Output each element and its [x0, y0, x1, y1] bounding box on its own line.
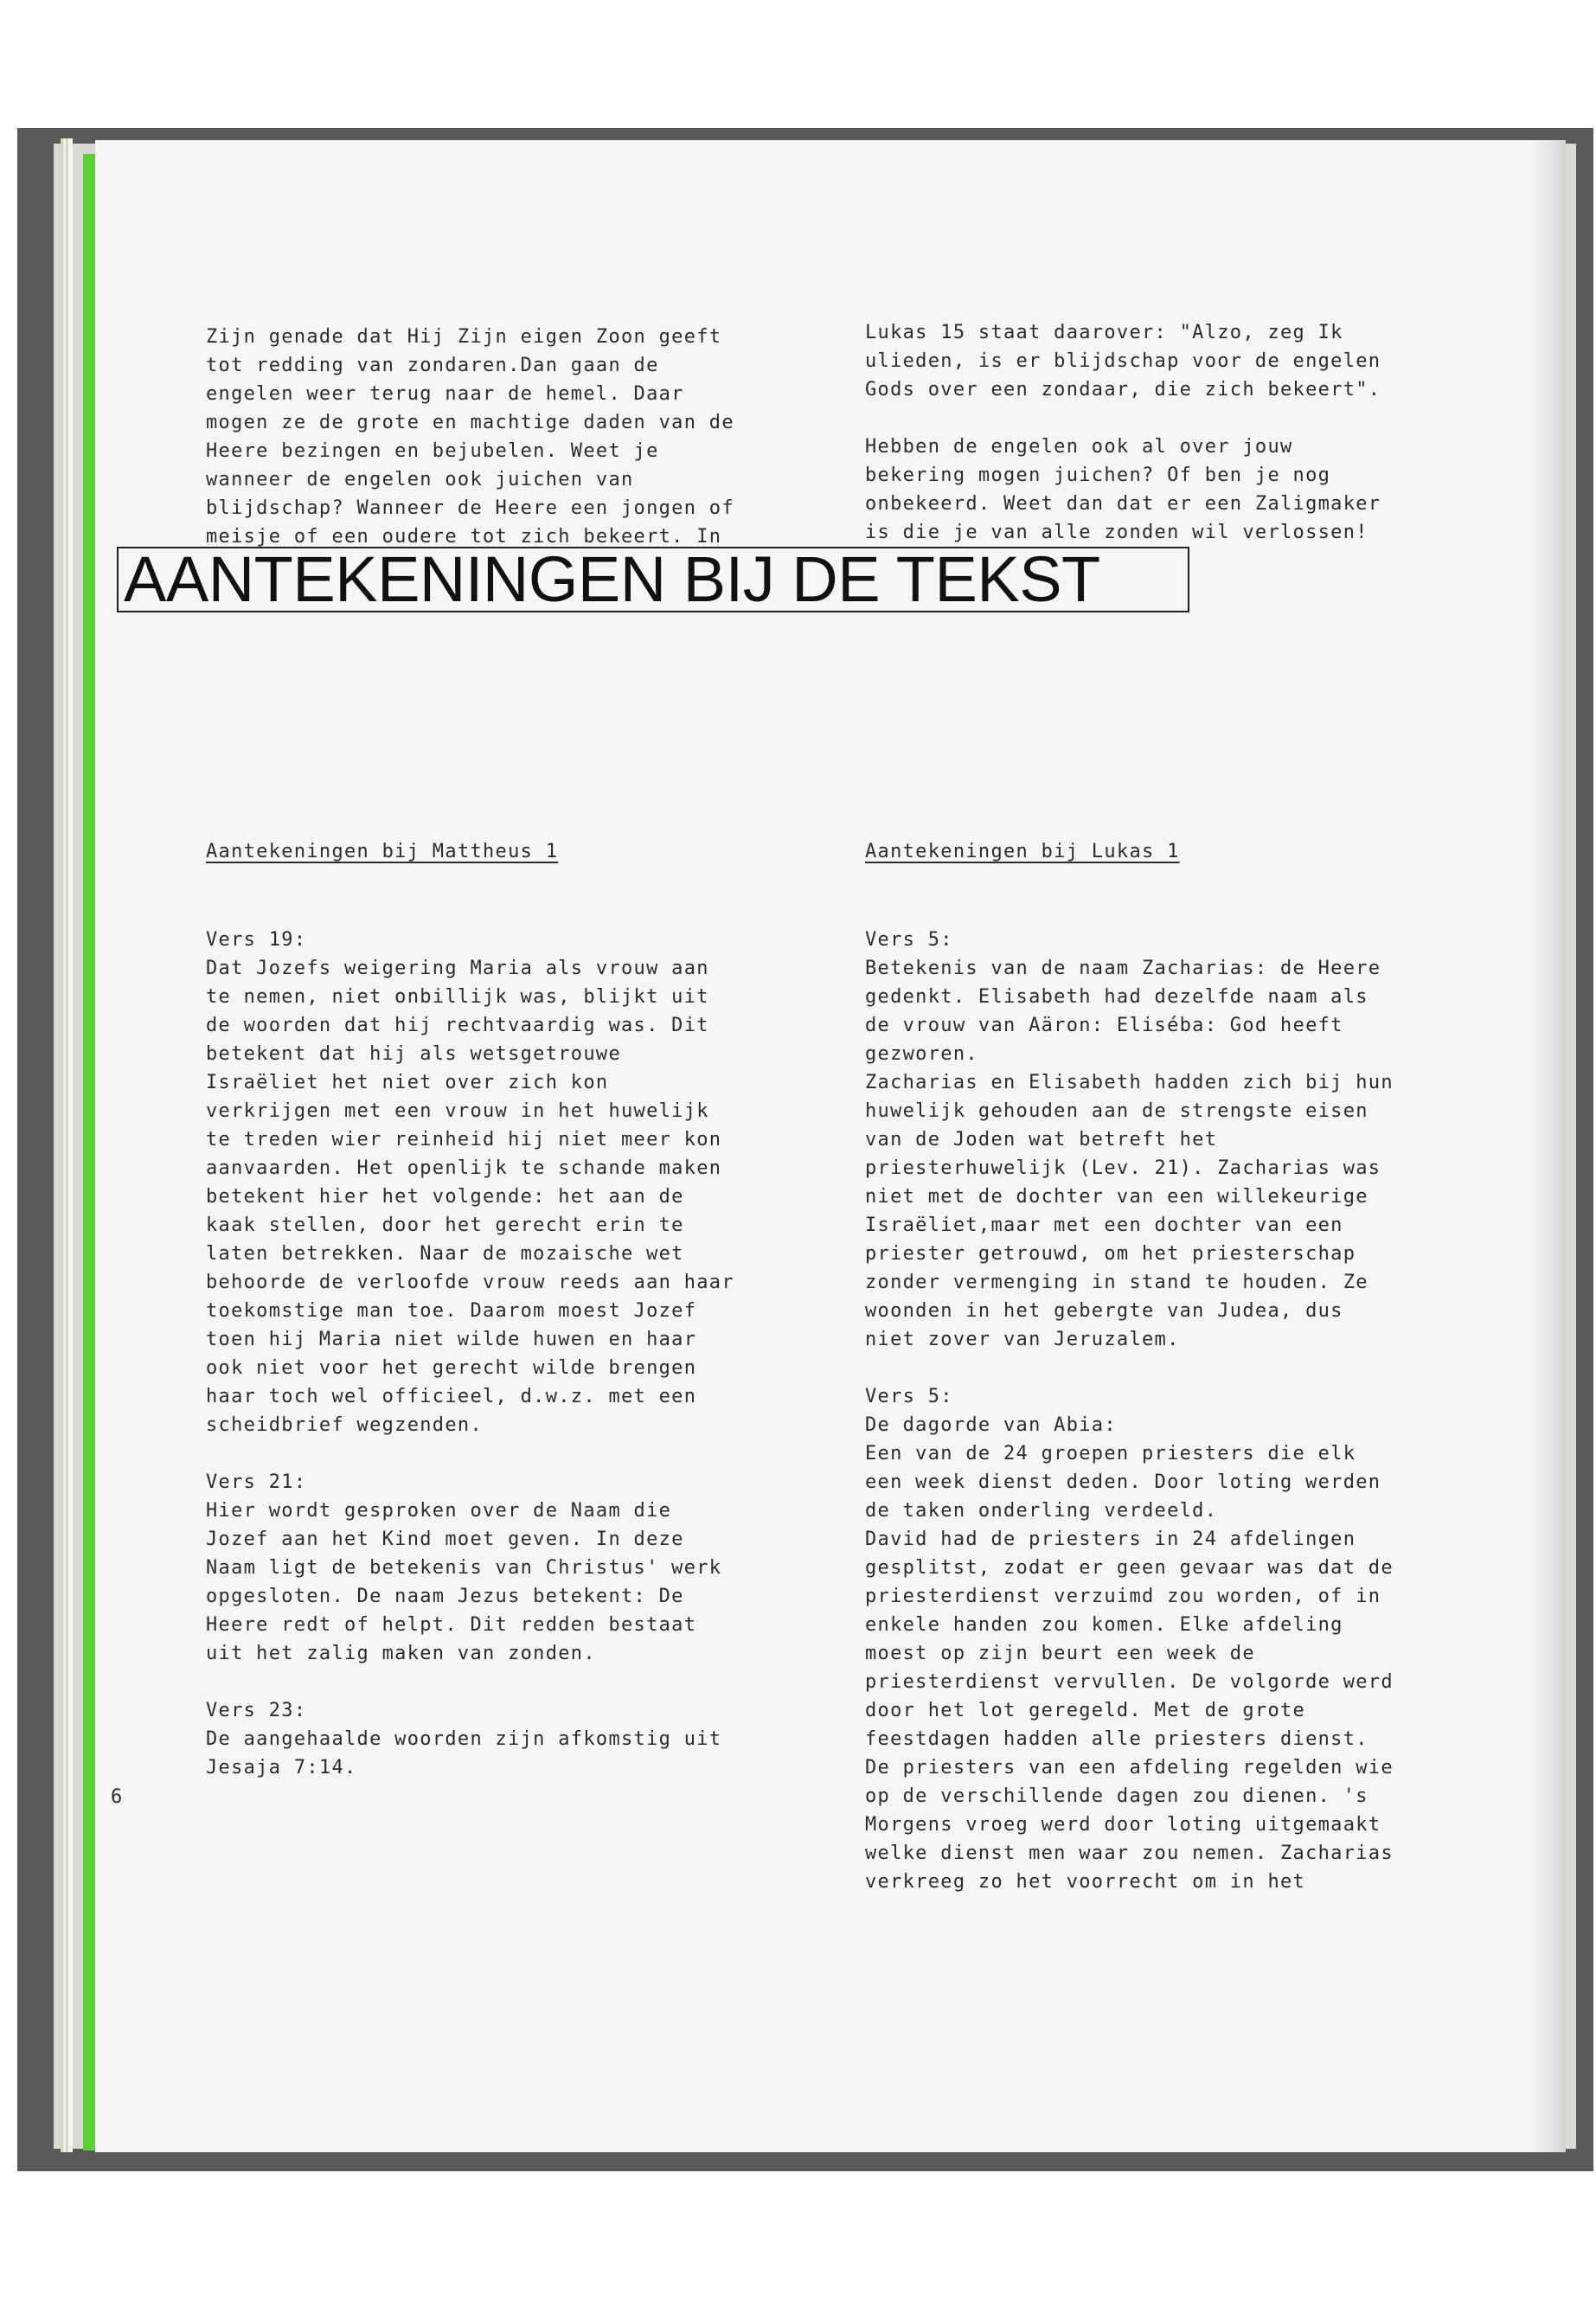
text-line: zonder vermenging in stand te houden. Ze — [865, 1272, 1368, 1293]
text-line: verkrijgen met een vrouw in het huwelijk — [206, 1100, 709, 1122]
section-heading: AANTEKENINGEN BIJ DE TEKST — [117, 547, 1189, 612]
text-line: Een van de 24 groepen priesters die elk — [865, 1443, 1356, 1465]
text-line: Betekenis van de naam Zacharias: de Heere — [865, 958, 1381, 979]
text-line: priesterdienst vervullen. De volgorde werd — [865, 1671, 1394, 1693]
text-line: Lukas 15 staat daarover: "Alzo, zeg Ik — [865, 322, 1343, 343]
text-line: De priesters van een afdeling regelden wie — [865, 1757, 1394, 1779]
text-line: Heere redt of helpt. Dit redden bestaat — [206, 1614, 697, 1636]
text-line: gesplitst, zodat er geen gevaar was dat de — [865, 1557, 1394, 1579]
text-line: Vers 19: — [206, 929, 307, 951]
text-line: de taken onderling verdeeld. — [865, 1500, 1218, 1522]
text-line: niet met de dochter van een willekeurige — [865, 1186, 1368, 1208]
text-line: verkreeg zo het voorrecht om in het — [865, 1871, 1306, 1893]
text-line: de woorden dat hij rechtvaardig was. Dit — [206, 1015, 709, 1036]
text-line: enkele handen zou komen. Elke afdeling — [865, 1614, 1343, 1636]
text-line: scheidbrief wegzenden. — [206, 1414, 483, 1436]
text-line: Israëliet het niet over zich kon — [206, 1072, 609, 1093]
text-line: welke dienst men waar zou nemen. Zacharias — [865, 1843, 1394, 1864]
text-line: toekomstige man toe. Daarom moest Jozef — [206, 1300, 697, 1322]
text-line: priesterhuwelijk (Lev. 21). Zacharias was — [865, 1157, 1381, 1179]
text-line: De dagorde van Abia: — [865, 1414, 1117, 1436]
text-line: op de verschillende dagen zou dienen. 's — [865, 1785, 1368, 1807]
page-number: 6 — [111, 1786, 123, 1808]
text-line: Vers 21: — [206, 1471, 307, 1493]
text-line: Vers 5: — [865, 929, 953, 951]
right-column-title: Aantekeningen bij Lukas 1 — [865, 841, 1180, 862]
text-line: Jesaja 7:14. — [206, 1757, 357, 1779]
text-line: mogen ze de grote en machtige daden van de — [206, 412, 734, 433]
text-line: meisje of een oudere tot zich bekeert. In — [206, 526, 722, 548]
left-column-title: Aantekeningen bij Mattheus 1 — [206, 841, 559, 862]
text-line: aanvaarden. Het openlijk te schande maken — [206, 1157, 722, 1179]
text-line: gezworen. — [865, 1043, 978, 1065]
text-line: Naam ligt de betekenis van Christus' werk — [206, 1557, 722, 1579]
text-line: woonden in het gebergte van Judea, dus — [865, 1300, 1343, 1322]
text-line: huwelijk gehouden aan de strengste eisen — [865, 1100, 1368, 1122]
text-line: is die je van alle zonden wil verlossen! — [865, 522, 1368, 543]
text-line: Dat Jozefs weigering Maria als vrouw aan — [206, 958, 709, 979]
text-line: ulieden, is er blijdschap voor de engelen — [865, 350, 1381, 372]
text-line: te treden wier reinheid hij niet meer kon — [206, 1129, 722, 1150]
page-stack-edge — [61, 138, 73, 2152]
text-line: een week dienst deden. Door loting werden — [865, 1471, 1381, 1493]
text-line: Jozef aan het Kind moet geven. In deze — [206, 1529, 684, 1550]
text-line: tot redding van zondaren.Dan gaan de — [206, 355, 659, 376]
text-line: wanneer de engelen ook juichen van — [206, 469, 634, 490]
text-line: blijdschap? Wanneer de Heere een jongen of — [206, 497, 734, 519]
text-line: onbekeerd. Weet dan dat er een Zaligmaker — [865, 493, 1381, 515]
text-line: Gods over een zondaar, die zich bekeert". — [865, 379, 1381, 401]
text-line: Zacharias en Elisabeth hadden zich bij hun — [865, 1072, 1394, 1093]
text-line: haar toch wel officieel, d.w.z. met een — [206, 1386, 697, 1407]
left-column-text — [206, 926, 734, 1782]
text-line: toen hij Maria niet wilde huwen en haar — [206, 1329, 697, 1350]
page-fold-shadow — [1528, 140, 1566, 2152]
text-line: David had de priesters in 24 afdelingen — [865, 1529, 1356, 1550]
text-line: ook niet voor het gerecht wilde brengen — [206, 1357, 697, 1379]
text-line: laten betrekken. Naar de mozaische wet — [206, 1243, 684, 1265]
text-line: door het lot geregeld. Met de grote — [865, 1700, 1306, 1721]
right-column-text — [865, 926, 1394, 1896]
text-line: betekent hier het volgende: het aan de — [206, 1186, 684, 1208]
text-line: niet zover van Jeruzalem. — [865, 1329, 1180, 1350]
text-line: betekent dat hij als wetsgetrouwe — [206, 1043, 621, 1065]
text-line: kaak stellen, door het gerecht erin te — [206, 1215, 684, 1236]
text-line — [206, 1668, 734, 1696]
text-line: engelen weer terug naar de hemel. Daar — [206, 383, 684, 405]
text-line: Morgens vroeg werd door loting uitgemaakt — [865, 1814, 1381, 1836]
text-line: Vers 5: — [865, 1386, 953, 1407]
text-line: Hebben de engelen ook al over jouw — [865, 436, 1293, 458]
text-line: opgesloten. De naam Jezus betekent: De — [206, 1586, 684, 1607]
text-line: te nemen, niet onbillijk was, blijkt uit — [206, 986, 709, 1008]
text-line: Vers 23: — [206, 1700, 307, 1721]
text-line: priester getrouwd, om het priesterschap — [865, 1243, 1356, 1265]
text-line: Heere bezingen en bejubelen. Weet je — [206, 440, 659, 462]
intro-text-left — [206, 323, 734, 551]
text-line: moest op zijn beurt een week de — [865, 1643, 1255, 1664]
text-line — [865, 1354, 1394, 1382]
text-line: behoorde de verloofde vrouw reeds aan haar — [206, 1272, 734, 1293]
text-line: Israëliet,maar met een dochter van een — [865, 1215, 1343, 1236]
text-line: gedenkt. Elisabeth had dezelfde naam als — [865, 986, 1368, 1008]
text-line: de vrouw van Aäron: Eliséba: God heeft — [865, 1015, 1343, 1036]
text-line: priesterdienst verzuimd zou worden, of in — [865, 1586, 1381, 1607]
green-edge-strip — [83, 154, 95, 2150]
text-line: Hier wordt gesproken over de Naam die — [206, 1500, 672, 1522]
text-line: feestdagen hadden alle priesters dienst. — [865, 1728, 1368, 1750]
text-line: van de Joden wat betreft het — [865, 1129, 1218, 1150]
text-line: De aangehaalde woorden zijn afkomstig uit — [206, 1728, 722, 1750]
text-line — [865, 404, 1381, 433]
text-line: bekering mogen juichen? Of ben je nog — [865, 465, 1331, 486]
intro-text-right — [865, 318, 1381, 547]
text-line: uit het zalig maken van zonden. — [206, 1643, 596, 1664]
text-line: Zijn genade dat Hij Zijn eigen Zoon geeft — [206, 326, 722, 348]
text-line — [206, 1439, 734, 1468]
